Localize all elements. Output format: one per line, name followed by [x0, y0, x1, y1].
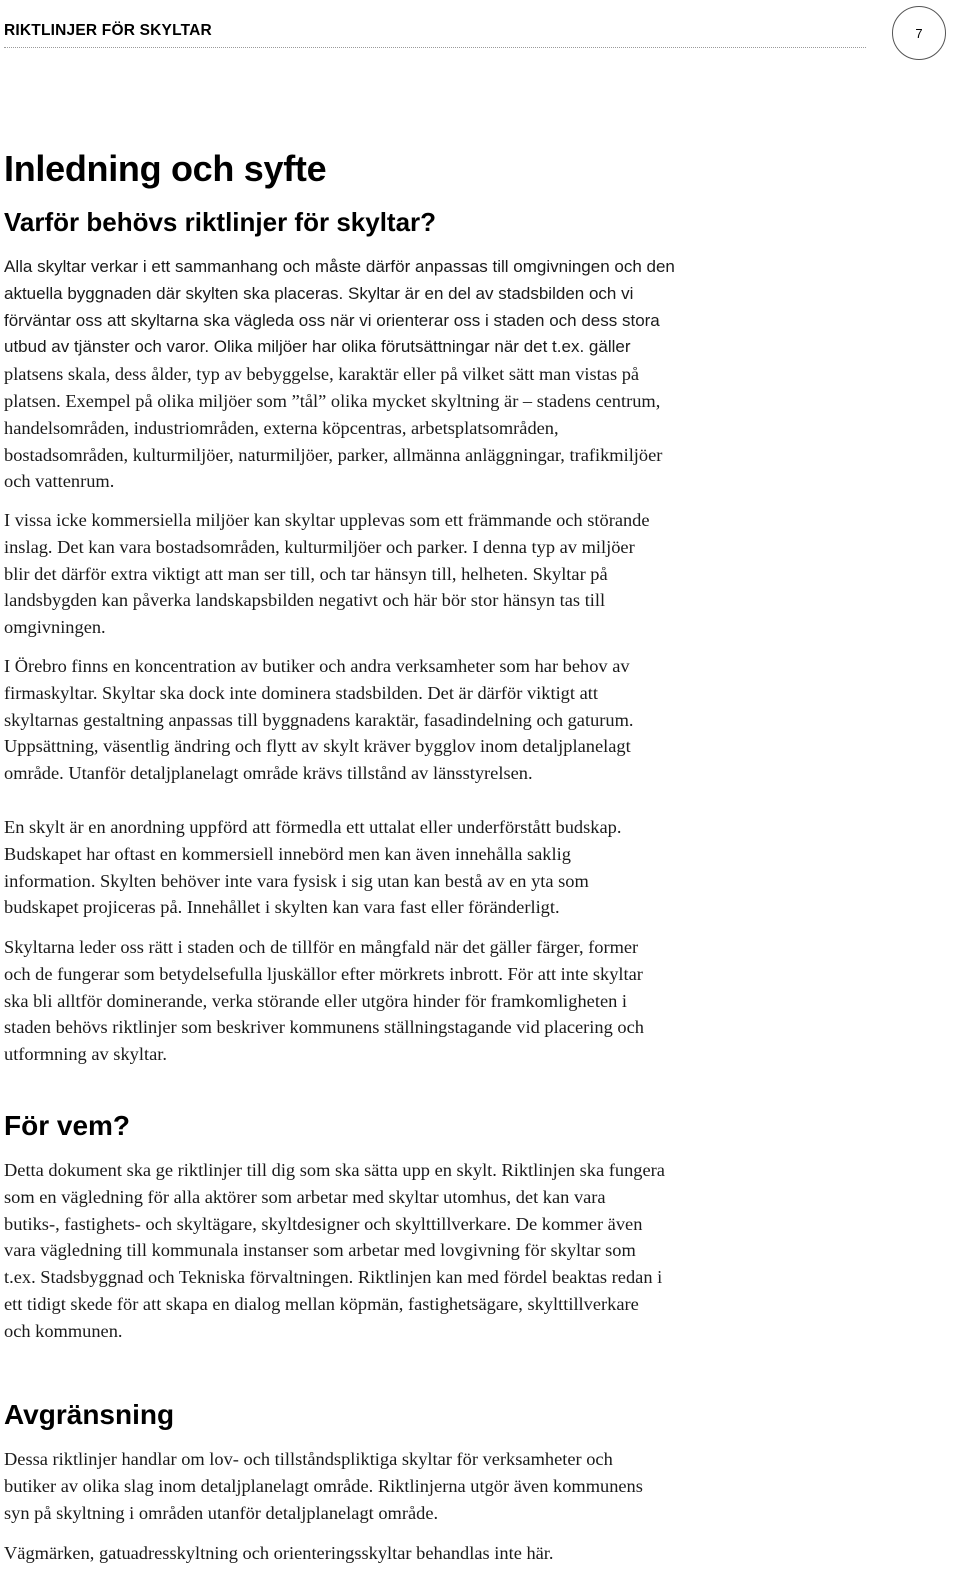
text-line: utformning av skyltar.	[4, 1044, 167, 1065]
text-line: ett tidigt skede för att skapa en dialog mellan köpmän, fastighetsägare, skylttillverkare	[4, 1293, 639, 1314]
section-heading-for-vem: För vem?	[4, 1110, 131, 1141]
text-line: skyltarnas gestaltning anpassas till byggnadens karaktär, fasadindelning och gaturum.	[4, 709, 634, 730]
text-segment: platsen.	[4, 390, 61, 411]
text-line	[4, 334, 840, 361]
text-line: förväntar oss att skyltarna ska vägleda oss när vi orienterar oss i staden och dess stora	[4, 310, 660, 330]
text-line: som en vägledning för alla aktörer som arbetar med skyltar utomhus, det kan vara	[4, 1186, 606, 1207]
paragraph-avgransning-2	[4, 1540, 840, 1567]
text-line: område. Utanför detaljplanelagt område krävs tillstånd av länsstyrelsen.	[4, 763, 533, 784]
paragraph-intro-5	[4, 934, 840, 1068]
text-line: vara vägledning till kommunala instanser som arbetar med lovgivning för skyltar som	[4, 1240, 636, 1261]
text-segment: gäller	[588, 337, 631, 357]
text-line: Dessa riktlinjer handlar om lov- och tillståndspliktiga skyltar för verksamheter och	[4, 1449, 613, 1469]
text-line	[4, 388, 840, 415]
text-line: t.ex. Stadsbyggnad och Tekniska förvaltningen. Riktlinjen kan med fördel beaktas redan i	[4, 1267, 663, 1288]
text-line: bostadsområden, kulturmiljöer, naturmiljöer, parker, allmänna anläggningar, trafikmiljöer	[4, 444, 663, 465]
paragraph-for-vem	[4, 1157, 840, 1345]
paragraph-intro-1	[4, 254, 840, 495]
text-segment: utbud av tjänster och varor. Olika miljöer har olika förutsättningar när det t.ex.	[4, 337, 585, 357]
text-line: Alla skyltar verkar i ett sammanhang och måste därför anpassas till omgivningen och den	[4, 257, 675, 276]
text-line: omgivningen.	[4, 617, 106, 638]
text-line: butiks-, fastighets- och skyltägare, skyltdesigner och skylttillverkare. De kommer även	[4, 1213, 643, 1234]
section-heading-avgransning: Avgränsning	[4, 1399, 175, 1430]
page-header	[4, 18, 958, 78]
text-line: och kommunen.	[4, 1320, 123, 1341]
text-line: information. Skylten behöver inte vara fysisk i sig utan kan bestå av en yta som	[4, 870, 589, 891]
text-line: landsbygden kan påverka landskapsbilden negativt och här bör stor hänsyn tas till	[4, 590, 606, 611]
text-line: Skyltarna leder oss rätt i staden och de tillför en mångfald när det gäller färger, former	[4, 937, 639, 957]
text-line: blir det därför extra viktigt att man ser till, och tar hänsyn till, helheten. Skyltar på	[4, 563, 608, 584]
text-line: staden behövs riktlinjer som beskriver kommunens ställningstagande vid placering och	[4, 1017, 644, 1038]
text-line: firmaskyltar. Skyltar ska dock inte dominera stadsbilden. Det är därför viktigt att	[4, 682, 598, 703]
header-dotted-rule	[4, 47, 866, 48]
text-line: och vattenrum.	[4, 471, 115, 492]
text-line: Uppsättning, väsentlig ändring och flytt av skylt kräver bygglov inom detaljplanelagt	[4, 736, 631, 757]
paragraph-intro-2	[4, 507, 840, 641]
text-line: syn på skyltning i områden utanför detaljplanelagt område.	[4, 1502, 439, 1523]
text-line: Budskapet har oftast en kommersiell innebörd men kan även innehålla saklig	[4, 843, 571, 864]
page-number-badge: 7	[892, 6, 946, 60]
text-line: och de fungerar som betydelsefulla ljuskällor efter mörkrets inbrott. För att inte skyltar	[4, 963, 643, 984]
text-line: budskapet projiceras på. Innehållet i skylten kan vara fast eller föränderligt.	[4, 897, 560, 918]
text-line: platsens skala, dess ålder, typ av bebyggelse, karaktär eller på vilket sätt man vistas på	[4, 364, 640, 385]
text-line: butiker av olika slag inom detaljplanelagt område. Riktlinjerna utgör även kommunens	[4, 1475, 643, 1496]
text-line: inslag. Det kan vara bostadsområden, kulturmiljöer och parker. I denna typ av miljöer	[4, 536, 635, 557]
text-line: I vissa icke kommersiella miljöer kan skyltar upplevas som ett främmande och störande	[4, 510, 650, 530]
text-line: handelsområden, industriområden, externa köpcentras, arbetsplatsområden,	[4, 417, 559, 438]
paragraph-intro-3	[4, 653, 840, 787]
text-line: ska bli alltför dominerande, verka störande eller utgöra hinder för framkomligheten i	[4, 990, 628, 1011]
text-line: En skylt är en anordning uppförd att förmedla ett uttalat eller underförstått budskap.	[4, 817, 622, 837]
page-title: Inledning och syfte	[4, 148, 327, 189]
text-line: Detta dokument ska ge riktlinjer till dig som ska sätta upp en skylt. Riktlinjen ska fungera	[4, 1160, 665, 1180]
text-line: aktuella byggnaden där skylten ska placeras. Skyltar är en del av stadsbilden och vi	[4, 283, 634, 303]
section-subtitle-why: Varför behövs riktlinjer för skyltar?	[4, 207, 437, 237]
running-header-title: RIKTLINJER FÖR SKYLTAR	[4, 22, 212, 39]
paragraph-avgransning-1	[4, 1446, 840, 1526]
text-line: I Örebro finns en koncentration av butiker och andra verksamheter som har behov av	[4, 656, 630, 676]
text-line: Vägmärken, gatuadresskyltning och orienteringsskyltar behandlas inte här.	[4, 1543, 554, 1563]
text-segment: Exempel på olika miljöer som ”tål” olika mycket skyltning är – stadens centrum,	[65, 390, 661, 411]
paragraph-intro-4	[4, 814, 840, 921]
